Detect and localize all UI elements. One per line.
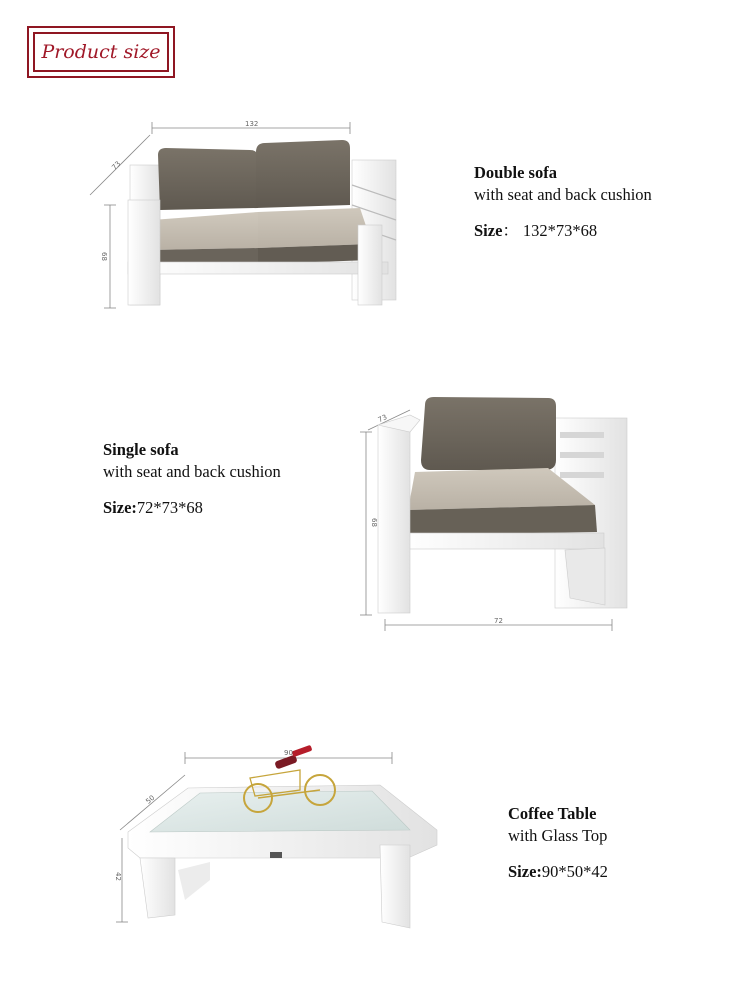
- product-size: [508, 861, 608, 883]
- double-sofa-description: [474, 162, 652, 242]
- size-separator: ：: [502, 221, 519, 240]
- double-sofa-depth-label: 73: [110, 159, 123, 172]
- page-title: Product size: [41, 41, 161, 63]
- product-name: Coffee Table: [508, 804, 597, 823]
- single-sofa-description: [103, 439, 281, 519]
- single-sofa-height-label: 68: [370, 518, 378, 527]
- product-name: Single sofa: [103, 440, 179, 459]
- product-size: [103, 497, 281, 519]
- product-subtitle: with seat and back cushion: [474, 185, 652, 204]
- size-value: 132*73*68: [522, 221, 598, 240]
- size-value: 90*50*42: [541, 862, 608, 881]
- coffee-table-description: [508, 803, 608, 883]
- double-sofa-width-label: 132: [245, 120, 259, 128]
- size-label: Size: [474, 221, 503, 240]
- coffee-table-height-label: 42: [114, 872, 122, 881]
- product-subtitle: with seat and back cushion: [103, 462, 281, 481]
- coffee-table-width-label: 90: [284, 749, 293, 757]
- size-value: 72*73*68: [136, 498, 203, 517]
- product-subtitle: with Glass Top: [508, 826, 608, 845]
- coffee-table-depth-label: 50: [144, 793, 157, 806]
- product-size: [474, 220, 652, 242]
- double-sofa-height-label: 68: [100, 252, 108, 261]
- product-name: Double sofa: [474, 163, 557, 182]
- size-label: Size:: [508, 862, 542, 881]
- size-label: Size:: [103, 498, 137, 517]
- single-sofa-depth-label: 73: [376, 413, 389, 425]
- single-sofa-width-label: 72: [494, 617, 503, 625]
